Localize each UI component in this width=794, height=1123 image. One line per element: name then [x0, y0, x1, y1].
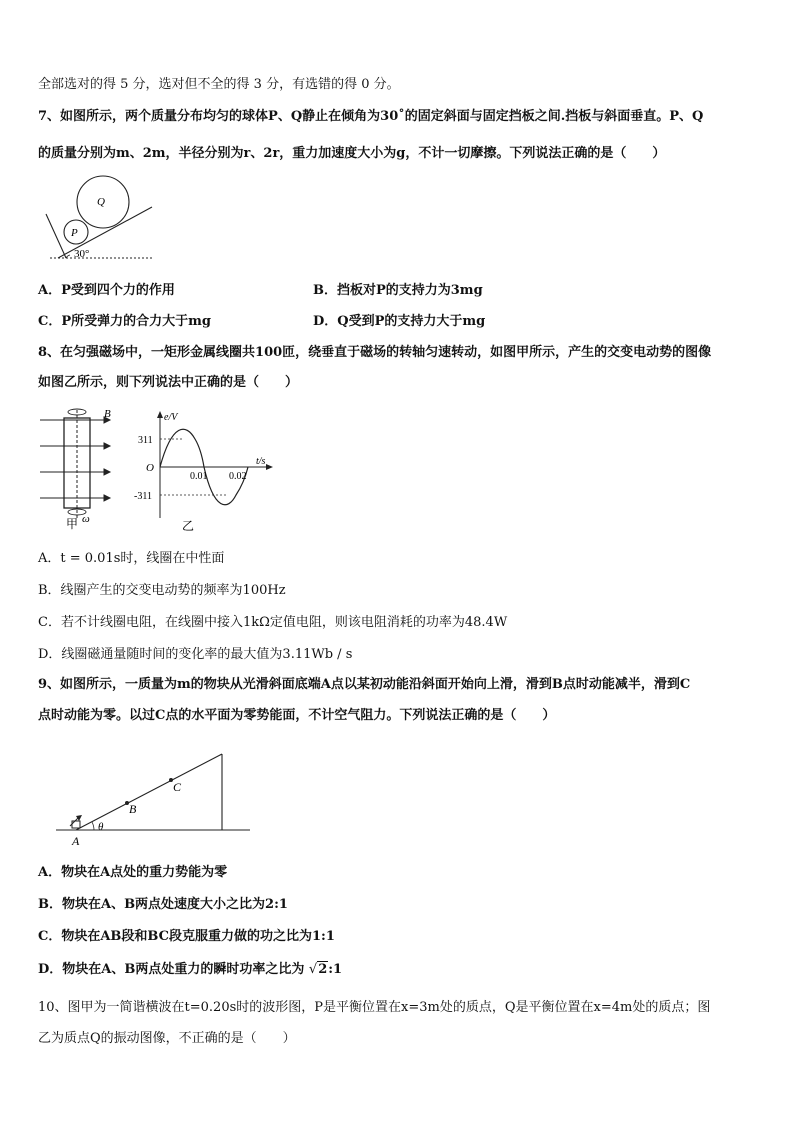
caption-jia: 甲 [66, 517, 79, 531]
q9-option-d-text: D．物块在A、B两点处重力的瞬时功率之比为 [38, 962, 305, 977]
label-p: P [71, 227, 78, 239]
q7-option-c: C．P所受弹力的合力大于mg [38, 314, 211, 329]
q8-option-b: B．线圈产生的交变电动势的频率为100Hz [38, 583, 286, 598]
caption-yi: 乙 [182, 519, 195, 533]
q9-option-d-ratio: :1 [328, 962, 343, 977]
q7-option-d: D．Q受到P的支持力大于mg [313, 314, 486, 329]
y-max-label: 311 [138, 435, 153, 446]
theta-label: θ [98, 821, 104, 833]
q10-stem-line1: 10、图甲为一简谐横波在t=0.20s时的波形图，P是平衡位置在x=3m处的质点，Q是平衡位置在x=4m处的质点；图 [38, 1000, 711, 1015]
y-axis-label: e/V [164, 412, 178, 423]
q9-option-b: B．物块在A、B两点处速度大小之比为2:1 [38, 897, 288, 912]
q8-stem-line1: 8、在匀强磁场中，一矩形金属线圈共100匝，绕垂直于磁场的转轴匀速转动，如图甲所示，产生的交变电动势的图像 [38, 345, 712, 360]
q9-option-c: C．物块在AB段和BC段克服重力做的功之比为1:1 [38, 929, 335, 944]
q8-figure-yi [132, 410, 280, 534]
q9-stem-line1: 9、如图所示，一质量为m的物块从光滑斜面底端A点以某初动能沿斜面开始向上滑，滑到B点时动能减半，滑到C [38, 677, 691, 692]
origin-label: O [146, 462, 154, 474]
q9-option-a: A．物块在A点处的重力势能为零 [38, 865, 228, 880]
sqrt-sign: √ [308, 962, 318, 977]
q10-stem-line2: 乙为质点Q的振动图像，不正确的是（ ） [38, 1031, 296, 1046]
q7-option-a: A．P受到四个力的作用 [38, 283, 175, 298]
omega-label: ω [82, 513, 90, 525]
field-label-b: B [104, 408, 111, 420]
q7-stem-line1: 7、如图所示，两个质量分布均匀的球体P、Q静止在倾角为30˚的固定斜面与固定挡板之间.挡板与斜面垂直。P、Q [38, 109, 704, 124]
x-axis-label: t/s [256, 456, 266, 467]
q8-option-d: D．线圈磁通量随时间的变化率的最大值为3.11Wb / s [38, 647, 353, 662]
q8-stem-line2: 如图乙所示，则下列说法中正确的是（ ） [38, 375, 299, 390]
label-q: Q [97, 196, 105, 208]
q8-option-a: A．t = 0.01s时，线圈在中性面 [38, 551, 225, 566]
t2-label: 0.02 [229, 471, 247, 482]
label-c: C [173, 780, 182, 794]
q9-figure [54, 752, 254, 848]
angle-label: 30° [74, 248, 90, 260]
y-min-label: -311 [134, 491, 152, 502]
q7-stem-line2: 的质量分别为m、2m，半径分别为r、2r，重力加速度大小为g，不计一切摩擦。下列说法正确的是（ ） [38, 146, 666, 161]
q9-option-d [38, 961, 342, 979]
t1-label: 0.01 [190, 471, 208, 482]
intro-text: 全部选对的得 5 分，选对但不全的得 3 分，有选错的得 0 分。 [38, 77, 400, 92]
label-a: A [72, 834, 80, 848]
q8-option-c: C．若不计线圈电阻，在线圈中接入1kΩ定值电阻，则该电阻消耗的功率为48.4W [38, 615, 508, 630]
q8-figure-jia [38, 408, 124, 532]
q7-figure [44, 172, 156, 264]
q9-stem-line2: 点时动能为零。以过C点的水平面为零势能面，不计空气阻力。下列说法正确的是（ ） [38, 708, 556, 723]
label-b: B [129, 802, 137, 816]
sqrt-radicand: 2 [318, 962, 328, 977]
q7-option-b: B．挡板对P的支持力为3mg [313, 283, 483, 298]
block [72, 821, 80, 828]
